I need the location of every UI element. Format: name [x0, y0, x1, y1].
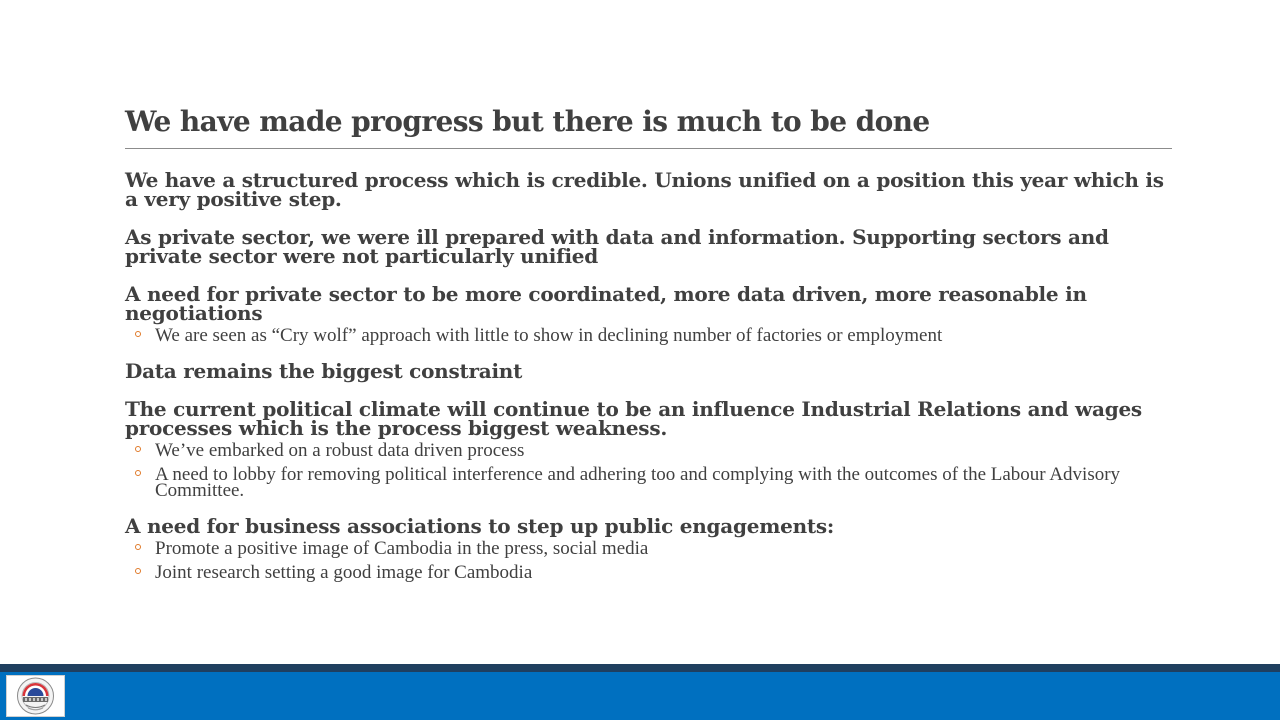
sub-point-text: We are seen as “Cry wolf” approach with little to show in declining number of factories or employment [155, 325, 943, 346]
sub-point [125, 538, 1175, 559]
sub-point [125, 325, 1175, 346]
footer-bar [0, 672, 1280, 720]
point-block [125, 397, 1175, 501]
main-point: A need for private sector to be more coordinated, more data driven, more reasonable in negotiations [125, 282, 1087, 325]
sub-point-list [125, 538, 1175, 583]
hollow-circle-bullet-icon [135, 446, 141, 452]
point-block [125, 225, 1175, 268]
hollow-circle-bullet-icon [135, 331, 141, 337]
hollow-circle-bullet-icon [135, 470, 141, 476]
title-divider [125, 148, 1172, 149]
point-block [125, 282, 1175, 346]
footer-stripe [0, 664, 1280, 672]
point-block [125, 514, 1175, 583]
main-point: Data remains the biggest constraint [125, 359, 523, 383]
sub-point-text: Joint research setting a good image for Cambodia [155, 562, 533, 583]
sub-point-list [125, 325, 1175, 346]
main-point: As private sector, we were ill prepared with data and information. Supporting sectors and private sector were not particularly unified [125, 225, 1109, 268]
sub-point [125, 464, 1175, 501]
hollow-circle-bullet-icon [135, 544, 141, 550]
hollow-circle-bullet-icon [135, 568, 141, 574]
main-point: The current political climate will continue to be an influence Industrial Relations and wages processes which is the process biggest weakness. [125, 397, 1142, 440]
sub-point [125, 440, 1175, 461]
sub-point-text: Promote a positive image of Cambodia in the press, social media [155, 538, 649, 559]
main-point: A need for business associations to step up public engagements: [125, 514, 835, 538]
sub-point-text: A need to lobby for removing political interference and adhering too and complying with the outcomes of the Labour Advisory Committee. [155, 464, 1121, 501]
sub-point [125, 562, 1175, 583]
sub-point-list [125, 440, 1175, 501]
slide-title: We have made progress but there is much to be done [125, 105, 930, 138]
seal-logo-icon [7, 676, 64, 716]
point-block [125, 168, 1175, 211]
federation-seal-logo [6, 675, 65, 717]
sub-point-text: We’ve embarked on a robust data driven process [155, 440, 525, 461]
point-block [125, 359, 1175, 383]
slide-content [125, 168, 1175, 599]
main-point: We have a structured process which is credible. Unions unified on a position this year which is a very positive step. [125, 168, 1164, 211]
